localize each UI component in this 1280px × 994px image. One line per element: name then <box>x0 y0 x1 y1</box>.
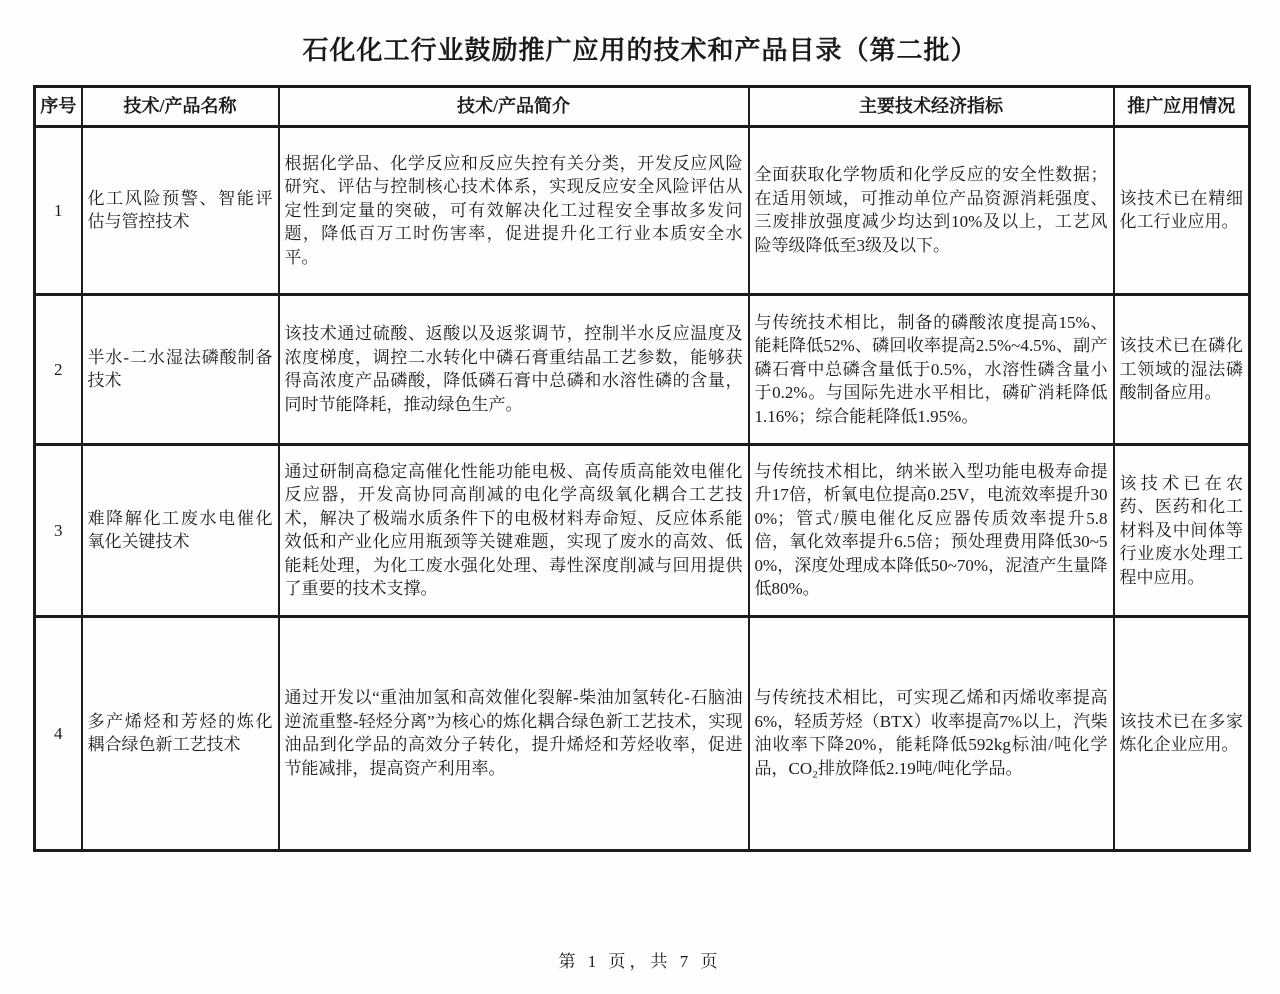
row-intro: 通过研制高稳定高催化性能功能电极、高传质高能效电催化反应器，开发高协同高削减的电化学高级氧化耦合工艺技术，解决了极端水质条件下的电极材料寿命短、反应体系能效低和产业化应用瓶颈等关键难题，实现了废水的高效、低能耗处理，为化工废水强化处理、毒性深度削减与回用提供了重要的技术支撑。 <box>279 444 749 616</box>
row-application: 该技术已在多家炼化企业应用。 <box>1114 616 1250 850</box>
catalog-table <box>33 85 1251 852</box>
row-indicators: 与传统技术相比，制备的磷酸浓度提高15%、能耗降低52%、磷回收率提高2.5%~4.5%、副产磷石膏中总磷含量低于0.5%，水溶性磷含量小于0.2%。与国际先进水平相比，磷矿消耗降低1.16%；综合能耗降低1.95%。 <box>749 294 1114 444</box>
table-header-row <box>35 87 1250 127</box>
row-intro: 根据化学品、化学反应和反应失控有关分类，开发反应风险研究、评估与控制核心技术体系，实现反应安全风险评估从定性到定量的突破，可有效解决化工过程安全事故多发问题，降低百万工时伤害率，促进提升化工行业本质安全水平。 <box>279 126 749 294</box>
row-no: 1 <box>35 126 82 294</box>
header-intro: 技术/产品简介 <box>279 87 749 127</box>
row-indicators: 与传统技术相比，纳米嵌入型功能电极寿命提升17倍，析氧电位提高0.25V，电流效率提升300%；管式/膜电催化反应器传质效率提升5.8倍，氧化效率提升6.5倍；预处理费用降低30~50%，深度处理成本降低50~70%，泥渣产生量降低80%。 <box>749 444 1114 616</box>
table-row <box>35 444 1250 616</box>
page-footer: 第 1 页，共 7 页 <box>558 952 722 971</box>
row-application: 该技术已在磷化工领域的湿法磷酸制备应用。 <box>1114 294 1250 444</box>
row-name: 多产烯烃和芳烃的炼化耦合绿色新工艺技术 <box>82 616 279 850</box>
header-name: 技术/产品名称 <box>82 87 279 127</box>
row-no: 2 <box>35 294 82 444</box>
row-application: 该技术已在农药、医药和化工材料及中间体等行业废水处理工程中应用。 <box>1114 444 1250 616</box>
row-name: 半水-二水湿法磷酸制备技术 <box>82 294 279 444</box>
table-row <box>35 294 1250 444</box>
row-intro: 通过开发以“重油加氢和高效催化裂解-柴油加氢转化-石脑油逆流重整-轻烃分离”为核心的炼化耦合绿色新工艺技术，实现油品到化学品的高效分子转化，提升烯烃和芳烃收率，促进节能减排，提高资产利用率。 <box>279 616 749 850</box>
row-application: 该技术已在精细化工行业应用。 <box>1114 126 1250 294</box>
table-row <box>35 616 1250 850</box>
row-no: 3 <box>35 444 82 616</box>
table-row <box>35 126 1250 294</box>
header-indicators: 主要技术经济指标 <box>749 87 1114 127</box>
row-no: 4 <box>35 616 82 850</box>
header-application: 推广应用情况 <box>1114 87 1250 127</box>
row-indicators: 与传统技术相比，可实现乙烯和丙烯收率提高6%，轻质芳烃（BTX）收率提高7%以上，汽柴油收率下降20%，能耗降低592kg标油/吨化学品，CO₂排放降低2.19吨/吨化学品。 <box>749 616 1114 850</box>
row-intro: 该技术通过硫酸、返酸以及返浆调节，控制半水反应温度及浓度梯度，调控二水转化中磷石膏重结晶工艺参数，能够获得高浓度产品磷酸，降低磷石膏中总磷和水溶性磷的含量，同时节能降耗，推动绿色生产。 <box>279 294 749 444</box>
row-name: 难降解化工废水电催化氧化关键技术 <box>82 444 279 616</box>
header-no: 序号 <box>35 87 82 127</box>
row-indicators: 全面获取化学物质和化学反应的安全性数据；在适用领域，可推动单位产品资源消耗强度、三废排放强度减少均达到10%及以上，工艺风险等级降低至3级及以下。 <box>749 126 1114 294</box>
row-name: 化工风险预警、智能评估与管控技术 <box>82 126 279 294</box>
page-title: 石化化工行业鼓励推广应用的技术和产品目录（第二批） <box>302 36 978 65</box>
